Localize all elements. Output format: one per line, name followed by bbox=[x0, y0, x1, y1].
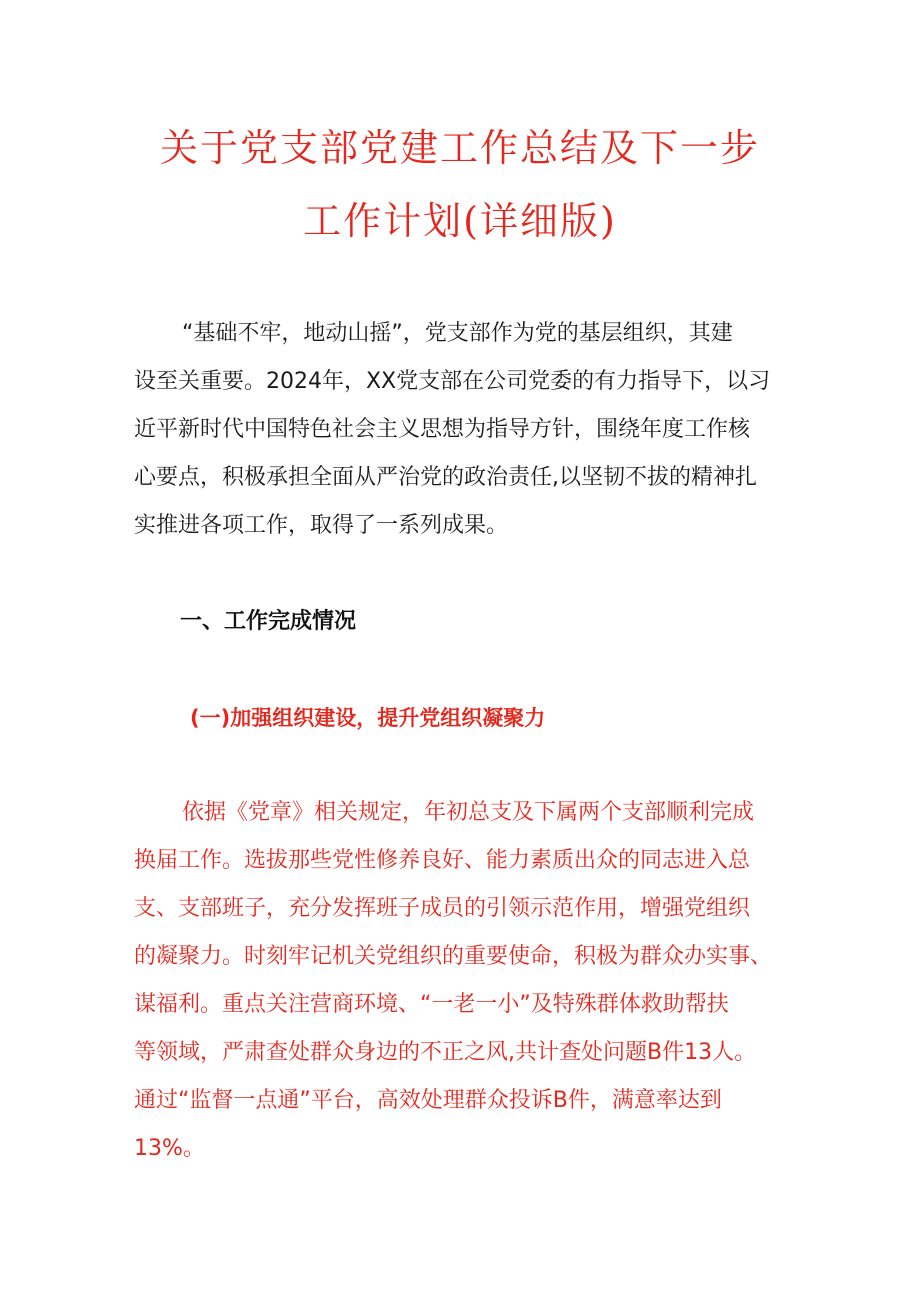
body-line-3: 支、支部班子，充分发挥班子成员的引领示范作用，增强党组织 bbox=[134, 896, 751, 921]
body-line-6: 等领域，严肃查处群众身边的不正之风,共计查处问题B件13人。 bbox=[134, 1040, 757, 1065]
intro-line-3: 近平新时代中国特色社会主义思想为指导方针，围绕年度工作核 bbox=[134, 417, 751, 442]
intro-line-4: 心要点，积极承担全面从严治党的政治责任,以坚韧不拔的精神扎 bbox=[134, 465, 757, 490]
intro-line-5: 实推进各项工作，取得了一系列成果。 bbox=[134, 513, 509, 538]
body-line-8: 13%。 bbox=[134, 1136, 205, 1161]
subsection-body-paragraph bbox=[134, 789, 794, 1173]
body-line-4: 的凝聚力。时刻牢记机关党组织的重要使命，积极为群众办实事、 bbox=[134, 944, 773, 969]
document-title-line-1: 关于党支部党建工作总结及下一步 bbox=[159, 126, 760, 170]
body-line-1: 依据《党章》相关规定，年初总支及下属两个支部顺利完成 bbox=[182, 800, 755, 825]
intro-paragraph bbox=[134, 310, 794, 550]
body-line-7: 通过“监督一点通”平台，高效处理群众投诉B件，满意率达到 bbox=[134, 1088, 722, 1113]
intro-line-2: 设至关重要。2024年，XX党支部在公司党委的有力指导下，以习 bbox=[134, 369, 771, 394]
document-title-line-2: 工作计划(详细版) bbox=[303, 199, 617, 243]
subsection-heading-organization: (一)加强组织建设，提升党组织凝聚力 bbox=[190, 706, 546, 730]
body-line-2: 换届工作。选拔那些党性修养良好、能力素质出众的同志进入总 bbox=[134, 848, 751, 873]
intro-line-1: “基础不牢，地动山摇”，党支部作为党的基层组织，其建 bbox=[182, 321, 733, 346]
body-line-5: 谋福利。重点关注营商环境、“一老一小”及特殊群体救助帮扶 bbox=[134, 992, 729, 1017]
section-heading-work-completion: 一、工作完成情况 bbox=[180, 609, 357, 634]
